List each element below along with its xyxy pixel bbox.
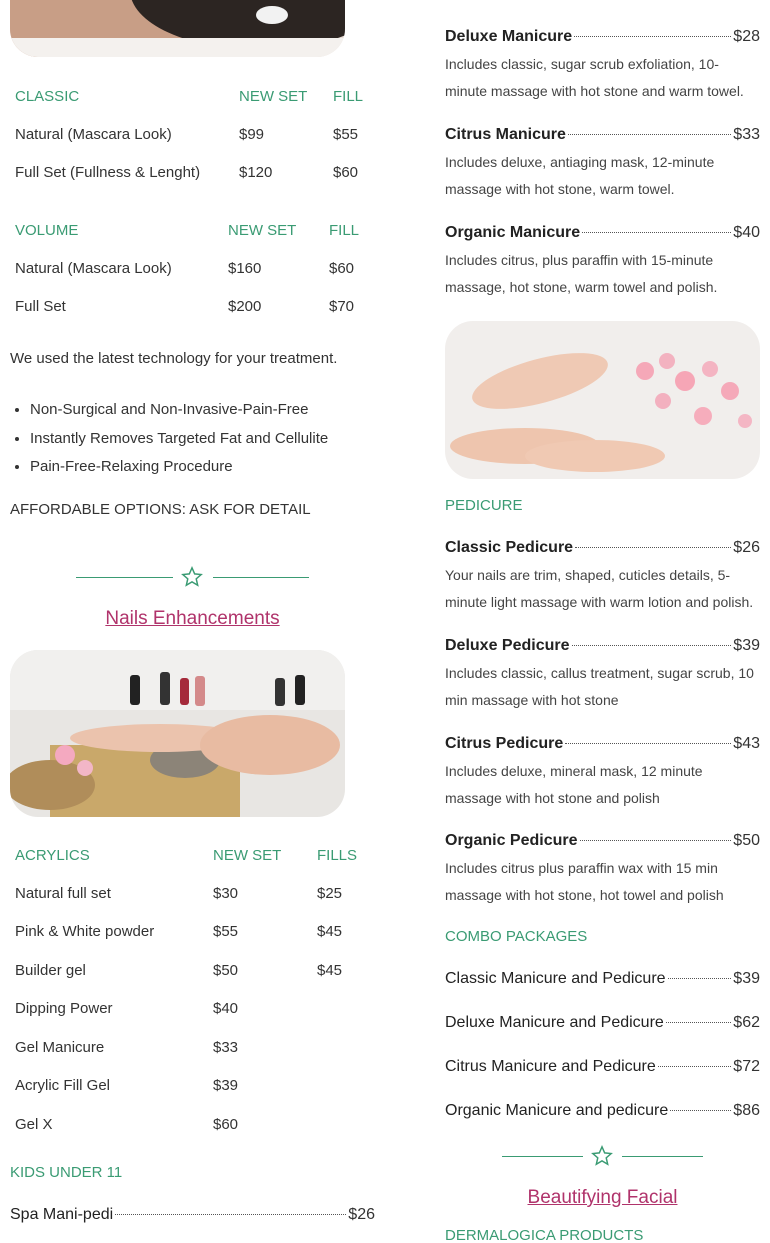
manicure-photo — [10, 650, 345, 817]
table-header: CLASSIC — [15, 87, 80, 105]
item-name: Deluxe Pedicure — [445, 637, 570, 654]
dot-leader — [580, 840, 732, 841]
combo-heading: COMBO PACKAGES — [445, 928, 588, 945]
menu-item — [445, 536, 760, 616]
table-row: Natural (Mascara Look) $99 $55 — [15, 125, 359, 143]
item-description: Includes classic, sugar scrub exfoliation, 10-minute massage with hot stone and warm towel. — [445, 56, 744, 99]
table-header: NEW SET — [228, 221, 297, 239]
item-price: $43 — [733, 735, 760, 752]
menu-item — [445, 221, 760, 301]
table-header: FILL — [329, 221, 360, 239]
list-item: • Pain-Free-Relaxing Procedure — [30, 453, 370, 482]
item-price: $62 — [733, 1014, 760, 1031]
star-icon — [181, 566, 203, 588]
table-header: FILL — [333, 87, 364, 105]
table-row: Builder gel $50 $45 — [15, 961, 343, 979]
item-name: Citrus Manicure — [445, 126, 566, 143]
table-header: ACRYLICS — [15, 846, 90, 864]
item-price: $33 — [733, 126, 760, 143]
menu-item — [445, 25, 760, 105]
item-price: $50 — [733, 832, 760, 849]
technology-text: We used the latest technology for your treatment. — [10, 350, 338, 367]
table-row: Gel X $60 — [15, 1115, 239, 1133]
pedicure-photo — [445, 321, 760, 479]
menu-item — [445, 829, 760, 909]
star-icon — [591, 1145, 613, 1167]
table-row: Dipping Power $40 — [15, 1000, 239, 1018]
combo-item — [445, 1099, 760, 1123]
item-name: Classic Pedicure — [445, 539, 574, 556]
table-header: VOLUME — [15, 221, 79, 239]
item-description: Your nails are trim, shaped, cuticles details, 5-minute light massage with warm lotion and polish. — [445, 567, 754, 610]
table-row: Natural full set $30 $25 — [15, 884, 343, 902]
item-price: $72 — [733, 1058, 760, 1075]
kids-item — [10, 1203, 375, 1227]
classic-lashes-table — [15, 77, 365, 192]
list-item: • Non-Surgical and Non-Invasive-Pain-Free — [30, 396, 370, 425]
kids-heading: KIDS UNDER 11 — [10, 1164, 123, 1181]
nails-enhancements-title[interactable]: Nails Enhancements — [105, 608, 280, 629]
table-row: Natural (Mascara Look) $160 $60 — [15, 259, 355, 277]
dot-leader — [582, 232, 731, 233]
affordable-text: AFFORDABLE OPTIONS: ASK FOR DETAIL — [10, 501, 311, 518]
dermalogica-heading: DERMALOGICA PRODUCTS — [445, 1227, 644, 1243]
item-price: $28 — [733, 28, 760, 45]
menu-item — [445, 634, 760, 714]
menu-item — [445, 732, 760, 812]
item-name: Organic Manicure — [445, 224, 581, 241]
benefits-list — [30, 396, 370, 482]
divider-line-right — [622, 1156, 703, 1157]
item-price: $26 — [348, 1206, 375, 1223]
spa-facial-photo — [10, 0, 345, 57]
divider-line-right — [213, 577, 309, 578]
dot-leader — [574, 36, 731, 37]
item-description: Includes citrus, plus paraffin with 15-minute massage, hot stone, warm towel and polish. — [445, 252, 718, 295]
table-header: FILLS — [317, 846, 358, 864]
dot-leader — [670, 1110, 731, 1111]
dot-leader — [666, 1022, 732, 1023]
table-header: NEW SET — [239, 87, 308, 105]
item-name: Spa Mani-pedi — [10, 1206, 114, 1223]
beautifying-facial-title[interactable]: Beautifying Facial — [527, 1187, 678, 1208]
table-row: Acrylic Fill Gel $39 — [15, 1077, 239, 1095]
item-description: Includes deluxe, mineral mask, 12 minute massage with hot stone and polish — [445, 763, 703, 806]
dot-leader — [572, 645, 732, 646]
acrylics-table — [15, 836, 365, 1144]
combo-item — [445, 1055, 760, 1079]
dot-leader — [568, 134, 731, 135]
item-name: Deluxe Manicure — [445, 28, 573, 45]
item-price: $26 — [733, 539, 760, 556]
item-description: Includes classic, callus treatment, sugar scrub, 10 min massage with hot stone — [445, 665, 754, 708]
combo-item — [445, 1011, 760, 1035]
dot-leader — [565, 743, 731, 744]
table-row: Full Set (Fullness & Lenght) $120 $60 — [15, 164, 359, 182]
menu-item — [445, 123, 760, 203]
table-header: NEW SET — [213, 846, 282, 864]
table-row: Pink & White powder $55 $45 — [15, 923, 343, 941]
item-name: Organic Pedicure — [445, 832, 578, 849]
item-name: Organic Manicure and pedicure — [445, 1102, 669, 1119]
item-name: Citrus Pedicure — [445, 735, 564, 752]
divider-line-left — [76, 577, 173, 578]
item-description: Includes citrus plus paraffin wax with 15 min massage with hot stone, hot towel and polish — [445, 860, 724, 903]
item-name: Citrus Manicure and Pedicure — [445, 1058, 656, 1075]
table-row: Full Set $200 $70 — [15, 298, 355, 316]
item-name: Deluxe Manicure and Pedicure — [445, 1014, 664, 1031]
volume-lashes-table — [15, 211, 365, 326]
dot-leader — [575, 547, 731, 548]
item-description: Includes deluxe, antiaging mask, 12-minute massage with hot stone, warm towel. — [445, 154, 715, 197]
list-item: • Instantly Removes Targeted Fat and Cellulite — [30, 425, 370, 454]
combo-item — [445, 967, 760, 991]
item-price: $39 — [733, 970, 760, 987]
divider-line-left — [502, 1156, 583, 1157]
item-name: Classic Manicure and Pedicure — [445, 970, 666, 987]
item-price: $40 — [733, 224, 760, 241]
dot-leader — [668, 978, 732, 979]
dot-leader — [658, 1066, 732, 1067]
dot-leader — [115, 1214, 346, 1215]
item-price: $39 — [733, 637, 760, 654]
item-price: $86 — [733, 1102, 760, 1119]
table-row: Gel Manicure $33 — [15, 1038, 239, 1056]
pedicure-heading: PEDICURE — [445, 497, 523, 514]
